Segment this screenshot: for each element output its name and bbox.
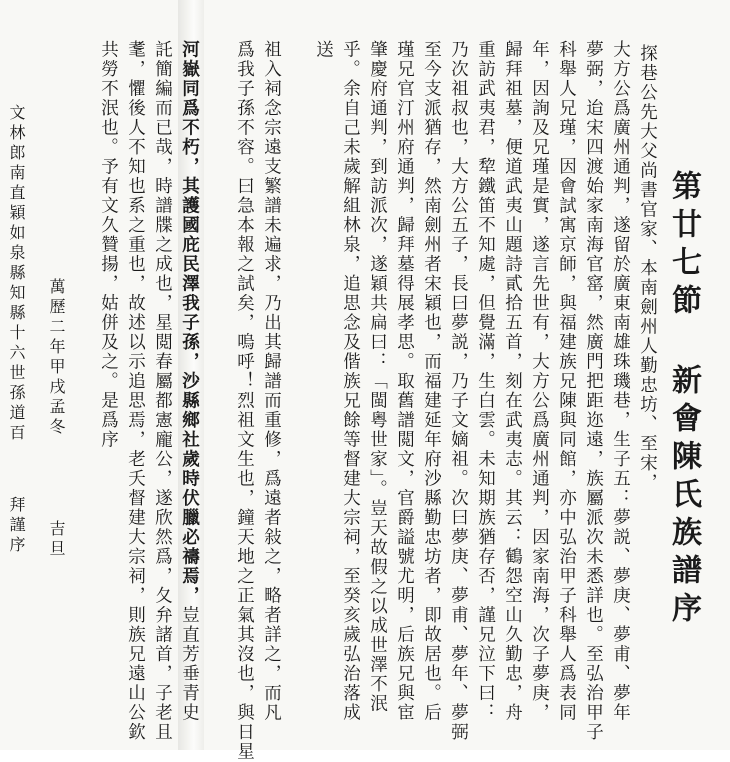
- text-column-16: [180, 40, 198, 750]
- text-column-1: 探巷公先大父尚書官家、本南劍州人勤忠坊、至宋，: [637, 44, 658, 493]
- text-column-14: 祖入祠念宗遠支繁譜未遍求，乃出其歸譜而重修，爲遠者敍之，略者詳之，而凡: [261, 40, 282, 723]
- signature-line: 文林郎南直穎如泉縣知縣十六世孫道百: [7, 104, 26, 444]
- signature-suffix: 拜謹序: [7, 496, 26, 556]
- date-line: 萬歷二年甲戌孟冬: [47, 278, 66, 438]
- text-column-19: 共勞不泯也。予有文久贊揚，姑併及之。是爲序: [98, 40, 119, 450]
- text-column-11: 肇慶府通判，到訪派次，遂穎共扁曰：「閩粤世家」。豈天故假之以成世澤不泯: [367, 40, 388, 714]
- section-title: [666, 170, 701, 750]
- text-column-8: 乃次祖叔也，大方公五子，長曰夢説，乃子文嫡祖。次曰夢庚、夢甫、夢年、夢弼: [448, 40, 469, 742]
- text-column-2: 大方公爲廣州通判，遂留於廣東南雄珠璣巷，生子五：夢説、夢庚、夢甫、夢年: [610, 40, 631, 723]
- text-column-15: 爲我子孫不容。曰急本報之試矣，嗚呼！烈祖文生也，鐘天地之正氣其沒也，與日星: [234, 40, 255, 762]
- genealogy-preface-title: 新會陳氏族譜序: [666, 364, 701, 630]
- text-column-17: 託簡編而已哉，時譜牒之成也，星閲春屬都憲龐公，遂欣然爲，夂弁諸首，子老且: [152, 40, 173, 742]
- text-column-3: 夢弼，迨宋四渡始家南海官窰，然廣門把距迩遠，族屬派次未悉詳也。至弘治甲子: [583, 40, 604, 742]
- text-column-13: 送: [313, 40, 334, 60]
- text-column-5: 年，因詢及兄瑾是實，遂言先世有，大方公爲廣州通判，因家南海，次子夢庚，: [529, 40, 550, 723]
- text-column-12: 乎。余自己未歲解組林泉，追思念及偕族兄餘等督建大宗祠，至癸亥歲弘治落成: [340, 40, 361, 723]
- text-column-16-rest: 豈直芳垂青史: [179, 605, 200, 723]
- section-number: 第廿七節: [666, 170, 701, 322]
- text-column-18: 耄，懼後人不知也系之重也，故述以示追思焉，老夭督建大宗祠，則族兄遠山公欽: [125, 40, 146, 742]
- text-column-6: 歸拜祖墓，便道武夷山題詩貳拾五首，刻在武夷志。其云：鶴怨空山久勤忠，舟: [502, 40, 523, 723]
- emphasized-text: 河嶽同爲不朽，其護國庇民澤我子孫，沙縣鄉社歲時伏臘必禱焉，: [179, 40, 200, 606]
- text-column-10: 瑾兄官汀州府通判，歸拜墓得展孝思。取舊譜閲文，官爵謚號尤明，后族兄與宦: [394, 40, 415, 723]
- text-column-4: 科舉人兄瑾，因會試寓京師，與福建族兄陳與同館，亦中弘治甲子科舉人爲表同: [556, 40, 577, 723]
- text-column-9: 至今支派猶存，然南劍州者宋穎也，而福建延年府沙縣勤忠坊者，即故居也。后: [421, 40, 442, 723]
- text-column-7: 重訪武夷君，犂鐵笛不知處，但覺滿，生白雲。未知期族猶存否，謹兄泣下曰：: [475, 40, 496, 723]
- date-suffix: 吉旦: [47, 520, 66, 560]
